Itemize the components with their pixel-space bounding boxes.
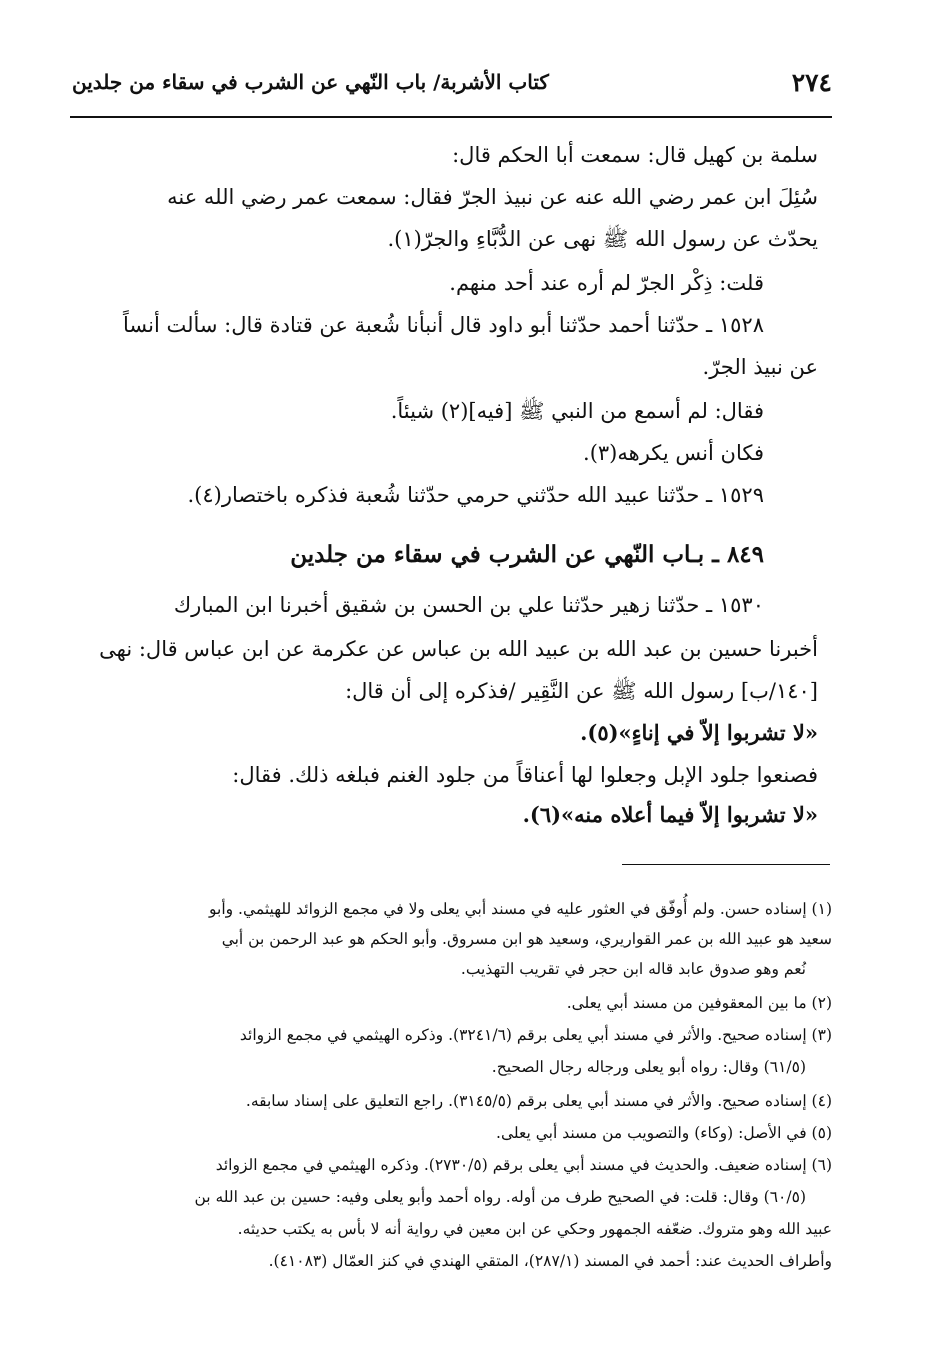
footnote-line-6: (٦١/٥) وقال: رواه أبو يعلى ورجاله رجال الصحيح.: [491, 1058, 806, 1076]
body-line-13: [١٤٠/ب] رسول الله ﷺ عن النَّقِير /فذكره إلى أن قال:: [345, 679, 818, 703]
footnote-line-9: (٦) إسناده ضعيف. والحديث في مسند أبي يعلى برقم (٢٧٣٠/٥). وذكره الهيثمي في مجمع الزوائد: [215, 1156, 832, 1174]
chapter-heading: ٨٤٩ ـ بـاب النّهي عن الشرب في سقاء من جلدين: [290, 541, 764, 568]
footnote-line-12: وأطراف الحديث عند: أحمد في المسند (٢٨٧/١)، المتقي الهندي في كنز العمّال (٤١٠٨٣).: [268, 1252, 832, 1270]
footnote-line-2: سعيد هو عبيد الله بن عمر القواريري، وسعيد هو ابن مسروق. وأبو الحكم هو عبد الرحمن بن أبي: [221, 930, 832, 948]
body-line-15: فصنعوا جلود الإبل وجعلوا لها أعناقاً من جلود الغنم فبلغه ذلك. فقال:: [232, 763, 818, 787]
hadith-1528: ١٥٢٨ ـ حدّثنا أحمد حدّثنا أبو داود قال أنبأنا شُعبة عن قتادة قال: سألت أنساً: [123, 313, 764, 337]
footnote-line-5: (٣) إسناده صحيح. والأثر في مسند أبي يعلى برقم (٣٢٤١/٦). وذكره الهيثمي في مجمع الزوائد: [239, 1026, 832, 1044]
page-header: [72, 64, 832, 116]
body-line-4: قلت: ذِكْر الجرّ لم أره عند أحد منهم.: [449, 271, 764, 295]
body-line-7: فقال: لم أسمع من النبي ﷺ [فيه](٢) شيئاً.: [390, 399, 764, 423]
footnote-line-1: (١) إسناده حسن. ولم أُوفّق في العثور عليه في مسند أبي يعلى ولا في مجمع الزوائد للهيثمي. وأبو: [209, 900, 832, 918]
body-line-2: سُئِلَ ابن عمر رضي الله عنه عن نبيذ الجرّ فقال: سمعت عمر رضي الله عنه: [167, 185, 818, 209]
header-rule: [70, 116, 832, 118]
body-line-3: يحدّث عن رسول الله ﷺ نهى عن الدُّبَّاءِ والجرّ(١).: [387, 227, 818, 251]
body-line-12: أخبرنا حسين بن عبد الله بن عبيد الله بن عباس عن عكرمة عن ابن عباس قال: نهى: [99, 637, 818, 661]
footnote-line-11: عبيد الله وهو متروك. ضعّفه الجمهور وحكي عن ابن معين في رواية أنه لا بأس به يكتب حديثه.: [237, 1220, 832, 1238]
hadith-1529: ١٥٢٩ ـ حدّثنا عبيد الله حدّثني حرمي حدّثنا شُعبة فذكره باختصار(٤).: [187, 483, 764, 507]
hadith-1530: ١٥٣٠ ـ حدّثنا زهير حدّثنا علي بن الحسن بن شقيق أخبرنا ابن المبارك: [173, 593, 764, 617]
footnote-line-7: (٤) إسناده صحيح. والأثر في مسند أبي يعلى برقم (٣١٤٥/٥). راجع التعليق على إسناد سابقه.: [245, 1092, 832, 1110]
body-line-6: عن نبيذ الجرّ.: [702, 355, 818, 379]
body-line-8: فكان أنس يكرهه(٣).: [583, 441, 764, 465]
footnote-line-4: (٢) ما بين المعقوفين من مسند أبي يعلى.: [566, 994, 832, 1012]
footnote-separator: [622, 864, 830, 865]
prophetic-saying-1: «لا تشربوا إلاّ في إناءٍ»(٥).: [580, 720, 818, 745]
prophetic-saying-2: «لا تشربوا إلاّ فيما أعلاه منه»(٦).: [522, 802, 818, 827]
footnote-line-3: نُعم وهو صدوق عابد قاله ابن حجر في تقريب التهذيب.: [460, 960, 806, 978]
page-number: ٢٧٤: [791, 68, 832, 97]
footnote-line-8: (٥) في الأصل: (وكاء) والتصويب من مسند أبي يعلى.: [496, 1124, 832, 1142]
running-title: كتاب الأشربة/ باب النّهي عن الشرب في سقاء من جلدين: [72, 70, 549, 94]
footnote-line-10: (٦٠/٥) وقال: قلت: في الصحيح طرف من أوله. رواه أحمد وأبو يعلى وفيه: حسين بن عبد الله بن: [194, 1188, 806, 1206]
body-line-1: سلمة بن كهيل قال: سمعت أبا الحكم قال:: [452, 143, 818, 167]
